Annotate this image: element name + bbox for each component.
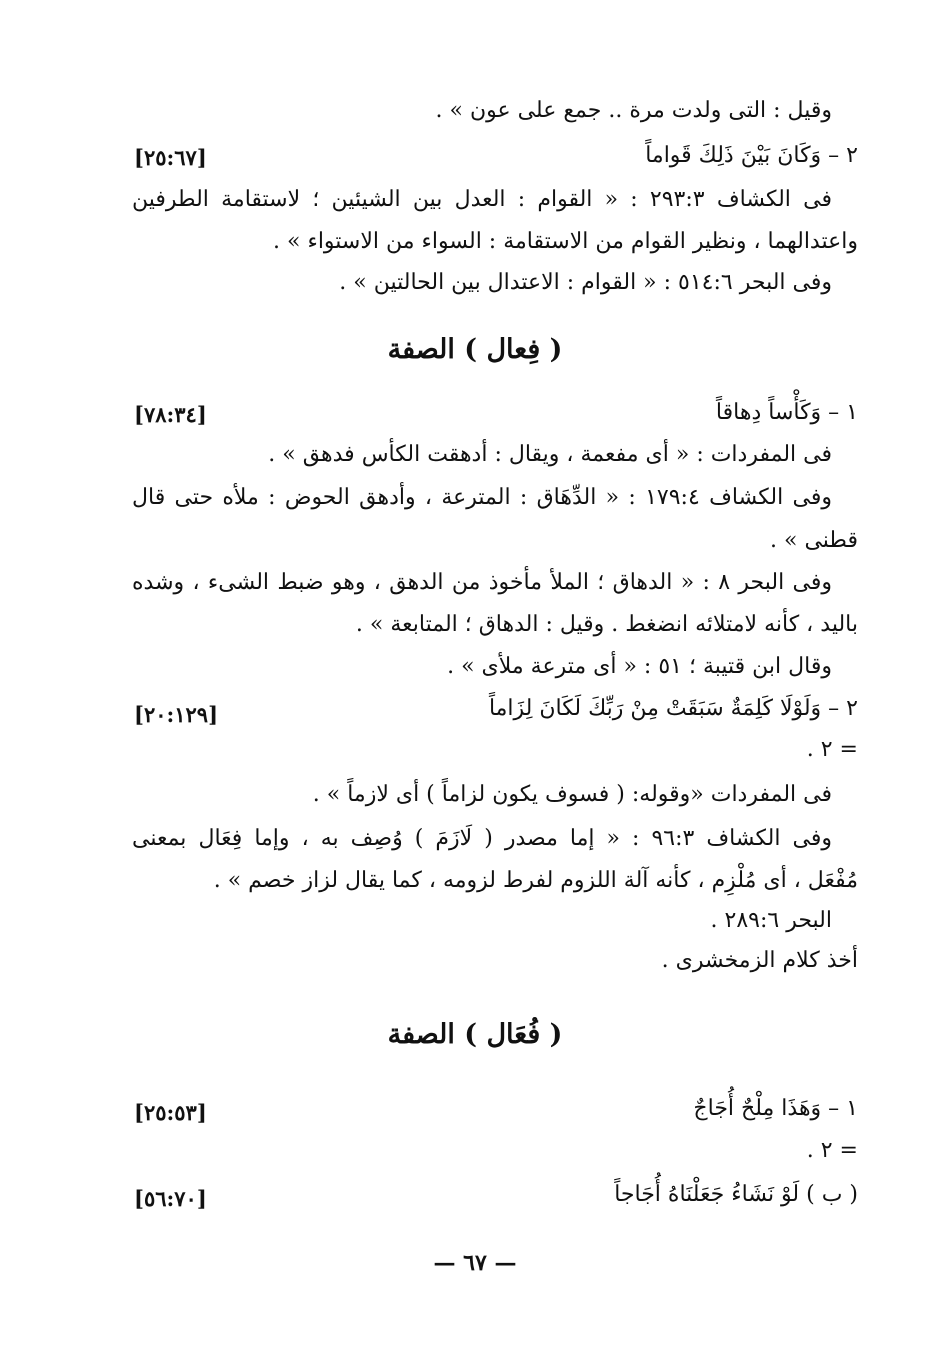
text-line: وفى الكشاف ٩٦:٣ : « إما مصدر ( لَازَمَ ) وُصِف به ، وإما فِعَال بمعنى (132, 826, 832, 851)
text-line: باليد ، كأنه لامتلائه انضغط . وقيل : الدهاق ؛ المتابعة » . (355, 612, 858, 637)
text-line: وقيل : التى ولدت مرة .. جمع على عون » . (435, 98, 832, 123)
text-line: قطنى » . (770, 528, 858, 553)
verse-line: ٢ – وَكَانَ بَيْنَ ذَلِكَ قَواماً (645, 143, 858, 168)
page-number: — ٦٧ — (433, 1250, 517, 1276)
text-line: أخذ كلام الزمخشرى . (661, 948, 858, 973)
verse-reference: [٢٥:٦٧] (134, 145, 207, 170)
text-line: وفى البحر ٨ : « الدهاق ؛ الملأ مأخوذ من الدهق ، وهو ضبط الشىء ، وشده (132, 570, 832, 595)
section-heading: ( فِعال ) الصفة (387, 334, 563, 365)
verse-line: ( ب ) لَوْ نَشَاءُ جَعَلْنَاهُ أُجَاجاً (614, 1182, 858, 1207)
text-line: وفى الكشاف ١٧٩:٤ : « الدِّهَاق : المترعة ، وأدهق الحوض : ملأه حتى قال (132, 485, 832, 510)
text-line: = ٢ . (806, 1138, 858, 1163)
verse-reference: [٥٦:٧٠] (134, 1186, 207, 1211)
text-line: البحر ٢٨٩:٦ . (710, 908, 832, 933)
section-heading: ( فُعَال ) الصفة (387, 1019, 563, 1050)
text-line: مُفْعَل ، أى مُلْزِم ، كأنه آلة اللزوم لفرط لزومه ، كما يقال لزاز خصم » . (213, 868, 858, 893)
verse-line: ١ – وَكَأْساً دِهاقاً (715, 400, 858, 425)
text-line: فى المفردات : « أى مفعمة ، ويقال : أدهقت الكأس فدهق » . (268, 442, 832, 467)
text-line: وقال ابن قتيبة ؛ ٥١ : « أى مترعة ملأى » . (447, 654, 832, 679)
verse-line: ٢ – وَلَوْلَا كَلِمَةٌ سَبَقَتْ مِنْ رَبِّكَ لَكَانَ لِزَاماً (488, 696, 858, 721)
text-line: فى المفردات «وقوله: ( فسوف يكون لزاماً ) أى لازماً » . (312, 782, 832, 807)
verse-reference: [٢٥:٥٣] (134, 1100, 207, 1125)
text-line: واعتدالهما ، ونظير القوام من الاستقامة : السواء من الاستواء » . (273, 229, 858, 254)
verse-reference: [٢٠:١٢٩] (134, 702, 219, 727)
verse-line: ١ – وَهَذَا مِلْحٌ أُجَاجٌ (693, 1096, 858, 1121)
text-line: وفى البحر ٥١٤:٦ : « القوام : الاعتدال بين الحالتين » . (339, 270, 832, 295)
text-line: فى الكشاف ٢٩٣:٣ : « القوام : العدل بين الشيئين ؛ لاستقامة الطرفين (132, 187, 832, 212)
text-line: = ٢ . (806, 737, 858, 762)
verse-reference: [٧٨:٣٤] (134, 402, 207, 427)
